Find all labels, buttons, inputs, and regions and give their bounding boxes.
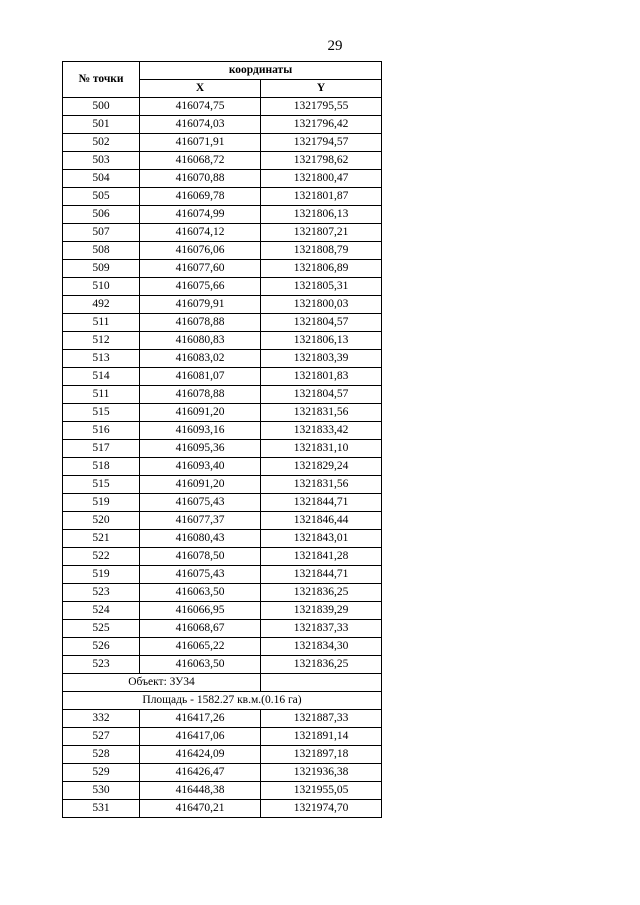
y-coordinate-cell: 1321955,05 <box>261 782 382 800</box>
y-coordinate-cell: 1321806,13 <box>261 332 382 350</box>
point-number-cell: 519 <box>63 566 140 584</box>
table-row <box>63 368 382 386</box>
y-coordinate-cell: 1321936,38 <box>261 764 382 782</box>
table-row <box>63 188 382 206</box>
coordinates-header: координаты <box>140 62 382 80</box>
y-header: Y <box>261 80 382 98</box>
x-coordinate-cell: 416066,95 <box>140 602 261 620</box>
table-row <box>63 656 382 674</box>
table-row <box>63 476 382 494</box>
y-coordinate-cell: 1321846,44 <box>261 512 382 530</box>
coordinates-table <box>62 61 382 818</box>
y-coordinate-cell: 1321798,62 <box>261 152 382 170</box>
x-coordinate-cell: 416063,50 <box>140 656 261 674</box>
table-row <box>63 242 382 260</box>
y-coordinate-cell: 1321887,33 <box>261 710 382 728</box>
point-number-cell: 504 <box>63 170 140 188</box>
point-number-cell: 523 <box>63 656 140 674</box>
table-row <box>63 440 382 458</box>
table-row <box>63 386 382 404</box>
table-row <box>63 152 382 170</box>
y-coordinate-cell: 1321800,47 <box>261 170 382 188</box>
table-row <box>63 764 382 782</box>
table-row <box>63 458 382 476</box>
x-coordinate-cell: 416448,38 <box>140 782 261 800</box>
x-coordinate-cell: 416080,83 <box>140 332 261 350</box>
point-number-cell: 515 <box>63 476 140 494</box>
point-number-cell: 514 <box>63 368 140 386</box>
y-coordinate-cell: 1321836,25 <box>261 584 382 602</box>
point-number-cell: 505 <box>63 188 140 206</box>
y-coordinate-cell: 1321836,25 <box>261 656 382 674</box>
object-row <box>63 674 382 692</box>
y-coordinate-cell: 1321805,31 <box>261 278 382 296</box>
point-number-cell: 509 <box>63 260 140 278</box>
x-coordinate-cell: 416078,88 <box>140 386 261 404</box>
point-number-cell: 524 <box>63 602 140 620</box>
table-row <box>63 746 382 764</box>
table-row <box>63 422 382 440</box>
table-row <box>63 98 382 116</box>
point-number-cell: 519 <box>63 494 140 512</box>
y-coordinate-cell: 1321831,10 <box>261 440 382 458</box>
point-number-cell: 502 <box>63 134 140 152</box>
table-row <box>63 350 382 368</box>
x-coordinate-cell: 416078,50 <box>140 548 261 566</box>
point-number-cell: 520 <box>63 512 140 530</box>
y-coordinate-cell: 1321801,83 <box>261 368 382 386</box>
x-coordinate-cell: 416077,37 <box>140 512 261 530</box>
y-coordinate-cell: 1321796,42 <box>261 116 382 134</box>
y-coordinate-cell: 1321800,03 <box>261 296 382 314</box>
y-coordinate-cell: 1321831,56 <box>261 476 382 494</box>
y-coordinate-cell: 1321806,13 <box>261 206 382 224</box>
point-number-header: № точки <box>63 62 140 98</box>
table-body-part2 <box>63 710 382 818</box>
y-coordinate-cell: 1321803,39 <box>261 350 382 368</box>
point-number-cell: 510 <box>63 278 140 296</box>
x-coordinate-cell: 416093,16 <box>140 422 261 440</box>
table-row <box>63 548 382 566</box>
table-row <box>63 512 382 530</box>
point-number-cell: 503 <box>63 152 140 170</box>
y-coordinate-cell: 1321844,71 <box>261 494 382 512</box>
y-coordinate-cell: 1321843,01 <box>261 530 382 548</box>
table-row <box>63 710 382 728</box>
x-coordinate-cell: 416426,47 <box>140 764 261 782</box>
x-coordinate-cell: 416074,12 <box>140 224 261 242</box>
y-coordinate-cell: 1321801,87 <box>261 188 382 206</box>
x-coordinate-cell: 416076,06 <box>140 242 261 260</box>
table-row <box>63 782 382 800</box>
y-coordinate-cell: 1321833,42 <box>261 422 382 440</box>
table-body-part1 <box>63 98 382 674</box>
y-coordinate-cell: 1321844,71 <box>261 566 382 584</box>
x-coordinate-cell: 416091,20 <box>140 404 261 422</box>
point-number-cell: 521 <box>63 530 140 548</box>
table-row <box>63 800 382 818</box>
point-number-cell: 508 <box>63 242 140 260</box>
y-coordinate-cell: 1321891,14 <box>261 728 382 746</box>
x-coordinate-cell: 416065,22 <box>140 638 261 656</box>
area-label: Площадь - 1582.27 кв.м.(0.16 га) <box>63 692 382 710</box>
object-label: Объект: ЗУ34 <box>63 674 261 692</box>
point-number-cell: 511 <box>63 314 140 332</box>
table-row <box>63 260 382 278</box>
x-coordinate-cell: 416068,67 <box>140 620 261 638</box>
point-number-cell: 515 <box>63 404 140 422</box>
point-number-cell: 507 <box>63 224 140 242</box>
x-coordinate-cell: 416074,75 <box>140 98 261 116</box>
y-coordinate-cell: 1321829,24 <box>261 458 382 476</box>
x-coordinate-cell: 416074,99 <box>140 206 261 224</box>
x-coordinate-cell: 416080,43 <box>140 530 261 548</box>
table-row <box>63 116 382 134</box>
y-coordinate-cell: 1321897,18 <box>261 746 382 764</box>
point-number-cell: 529 <box>63 764 140 782</box>
point-number-cell: 332 <box>63 710 140 728</box>
y-coordinate-cell: 1321804,57 <box>261 386 382 404</box>
point-number-cell: 518 <box>63 458 140 476</box>
page-number: 29 <box>327 38 343 54</box>
y-coordinate-cell: 1321974,70 <box>261 800 382 818</box>
x-coordinate-cell: 416070,88 <box>140 170 261 188</box>
table-row <box>63 314 382 332</box>
x-coordinate-cell: 416424,09 <box>140 746 261 764</box>
table-row <box>63 332 382 350</box>
point-number-cell: 531 <box>63 800 140 818</box>
table-row <box>63 620 382 638</box>
y-coordinate-cell: 1321795,55 <box>261 98 382 116</box>
y-coordinate-cell: 1321839,29 <box>261 602 382 620</box>
x-coordinate-cell: 416071,91 <box>140 134 261 152</box>
table-row <box>63 134 382 152</box>
point-number-cell: 527 <box>63 728 140 746</box>
point-number-cell: 522 <box>63 548 140 566</box>
point-number-cell: 523 <box>63 584 140 602</box>
table-row <box>63 566 382 584</box>
x-coordinate-cell: 416078,88 <box>140 314 261 332</box>
x-coordinate-cell: 416074,03 <box>140 116 261 134</box>
table-row <box>63 224 382 242</box>
table-row <box>63 638 382 656</box>
x-coordinate-cell: 416091,20 <box>140 476 261 494</box>
y-coordinate-cell: 1321831,56 <box>261 404 382 422</box>
table-row <box>63 296 382 314</box>
x-coordinate-cell: 416075,43 <box>140 494 261 512</box>
y-coordinate-cell: 1321834,30 <box>261 638 382 656</box>
table-row <box>63 170 382 188</box>
x-coordinate-cell: 416079,91 <box>140 296 261 314</box>
y-coordinate-cell: 1321804,57 <box>261 314 382 332</box>
point-number-cell: 513 <box>63 350 140 368</box>
point-number-cell: 512 <box>63 332 140 350</box>
x-coordinate-cell: 416083,02 <box>140 350 261 368</box>
point-number-cell: 511 <box>63 386 140 404</box>
point-number-cell: 501 <box>63 116 140 134</box>
x-coordinate-cell: 416093,40 <box>140 458 261 476</box>
x-coordinate-cell: 416063,50 <box>140 584 261 602</box>
table-row <box>63 404 382 422</box>
point-number-cell: 528 <box>63 746 140 764</box>
point-number-cell: 506 <box>63 206 140 224</box>
point-number-cell: 526 <box>63 638 140 656</box>
point-number-cell: 517 <box>63 440 140 458</box>
table-row <box>63 494 382 512</box>
table-row <box>63 602 382 620</box>
y-coordinate-cell: 1321807,21 <box>261 224 382 242</box>
x-coordinate-cell: 416068,72 <box>140 152 261 170</box>
x-coordinate-cell: 416069,78 <box>140 188 261 206</box>
x-coordinate-cell: 416075,66 <box>140 278 261 296</box>
y-coordinate-cell: 1321806,89 <box>261 260 382 278</box>
area-row <box>63 692 382 710</box>
point-number-cell: 492 <box>63 296 140 314</box>
point-number-cell: 516 <box>63 422 140 440</box>
point-number-cell: 530 <box>63 782 140 800</box>
y-coordinate-cell: 1321841,28 <box>261 548 382 566</box>
y-coordinate-cell: 1321837,33 <box>261 620 382 638</box>
x-coordinate-cell: 416095,36 <box>140 440 261 458</box>
table-row <box>63 206 382 224</box>
x-coordinate-cell: 416417,26 <box>140 710 261 728</box>
table-row <box>63 584 382 602</box>
table-row <box>63 728 382 746</box>
point-number-cell: 525 <box>63 620 140 638</box>
x-coordinate-cell: 416417,06 <box>140 728 261 746</box>
x-coordinate-cell: 416081,07 <box>140 368 261 386</box>
object-empty-cell <box>261 674 382 692</box>
y-coordinate-cell: 1321794,57 <box>261 134 382 152</box>
x-coordinate-cell: 416470,21 <box>140 800 261 818</box>
table-row <box>63 530 382 548</box>
point-number-cell: 500 <box>63 98 140 116</box>
table-row <box>63 278 382 296</box>
x-coordinate-cell: 416077,60 <box>140 260 261 278</box>
x-header: X <box>140 80 261 98</box>
y-coordinate-cell: 1321808,79 <box>261 242 382 260</box>
x-coordinate-cell: 416075,43 <box>140 566 261 584</box>
